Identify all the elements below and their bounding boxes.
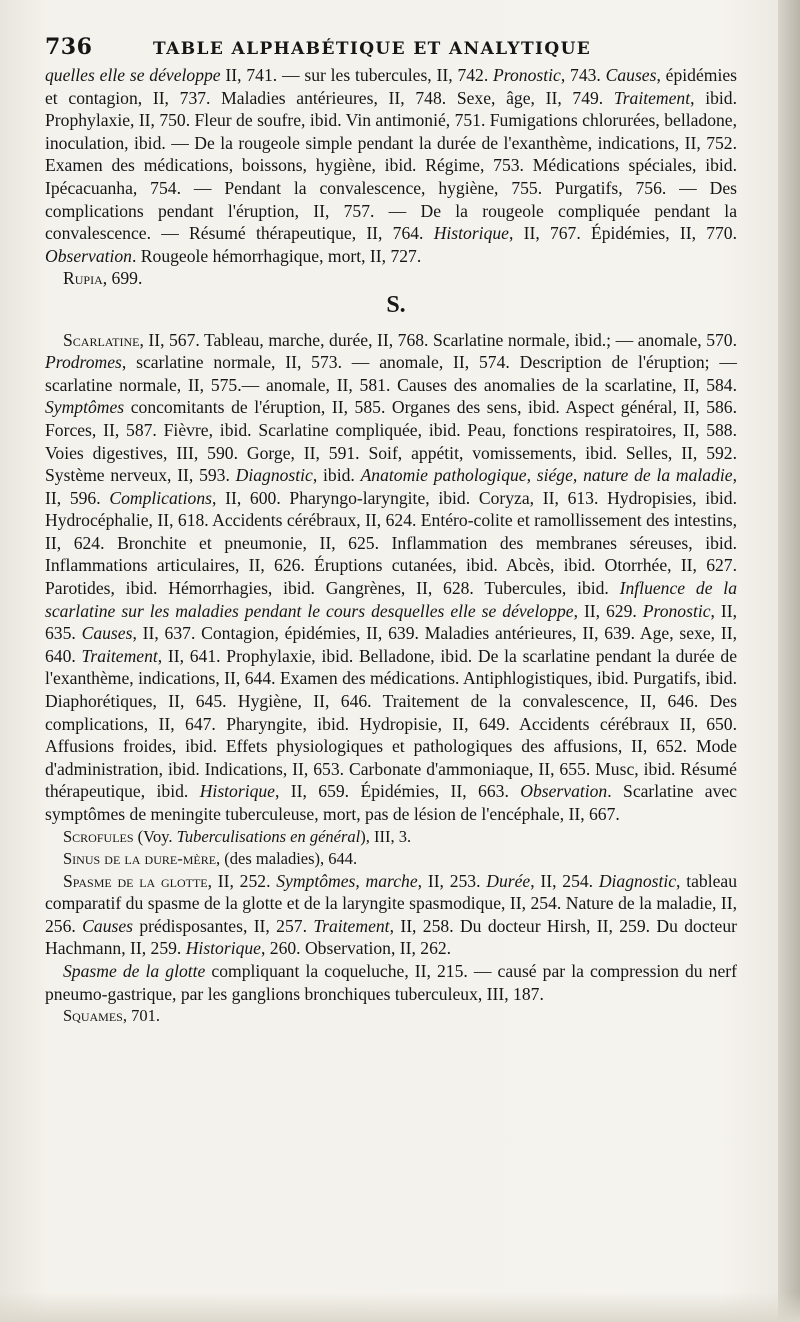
entry-text: , 699. [102,268,143,289]
italic-subheading: Traitement [313,915,390,936]
entry-text: prédisposantes, II, 257. [133,915,314,936]
italic-subheading: Traitement [81,645,158,666]
entry-text: . Scarlatine avec symptômes de meningite tuberculeuse, mort, pas de lésion de l'encéphale, II, 667. [45,781,737,824]
entry-text: , II, 567. Tableau, marche, durée, II, 768. Scarlatine normale, ibid.; — anomale, 570. [139,329,737,350]
entry-text: , ibid. Prophylaxie, II, 750. Fleur de soufre, ibid. Vin antimonié, 751. Fumigations chlorurées, belladone, inoculation, ibid. — De la rougeole simple pendant la durée de l'exanthème, indications, II, 752. Examen des médications, boissons, hygiène, ibid. Régime, 753. Médications spéciales, ibid. Ipécacuanha, 754. — Pendant la convalescence, hygiène, 755. Purgatifs, 756. — Des complications pendant l'éruption, II, 757. — De la rougeole compliquée pendant la convalescence. — Résumé thérapeutique, II, 764. [45,87,737,244]
italic-subheading: Influence de la scarlatine sur les maladies pendant le cours desquelles elle se développe [45,578,737,621]
page-number: 736 [45,34,93,60]
entry-text: , II, 253. [417,870,487,891]
entry-text: , II, 600. Pharyngo-laryngite, ibid. Coryza, II, 613. Hydropisies, ibid. Hydrocéphalie, II, 618. Accidents cérébraux, II, 624. Entéro-colite et ramollissement des intestins, II, 624. Bronchite et pneumonie, II, 625. Inflammation des membranes séreuses, ibid. Inflammations articulaires, II, 626. Éruptions cutanées, ibid. Abcès, ibid. Otorrhée, II, 627. Parotides, ibid. Hémorrhagies, ibid. Gangrènes, II, 628. Tubercules, ibid. [45,487,738,599]
italic-subheading: Symptômes, marche [276,870,418,891]
rougeole-continuation [45,64,737,267]
italic-subheading: Causes [82,915,133,936]
italic-subheading: Historique [185,938,261,959]
page-edge-shadow [778,0,800,1322]
entry-text: , II, 258. Du docteur Hirsh, II, 259. Du docteur Hachmann, II, 259. [45,915,738,959]
entry-text: , (des maladies), 644. [216,848,358,868]
italic-subheading: Pronostic [493,65,561,85]
entry-text: compliquant la coqueluche, II, 215. — causé par la compression du nerf pneumo-gastrique, par les ganglions bronchiques tuberculeux, III, 187. [45,960,737,1004]
italic-subheading: Spasme de la glotte [63,960,206,981]
entry-text: , 743. [560,65,606,85]
entry-text: , ibid. [312,465,361,486]
italic-subheading: Traitement [613,87,691,108]
italic-subheading: Causes [81,623,133,644]
running-head [45,34,730,60]
scarlatine-entry [45,329,737,826]
entry-text: , II, 659. Épidémies, II, 663. [274,781,521,802]
entry-heading: Scrofules [63,826,134,846]
squames-entry [45,1005,737,1027]
running-title: TABLE ALPHABÉTIQUE ET ANALYTIQUE [153,39,592,59]
entry-heading: Sinus de la dure-mère [63,848,217,868]
entry-text: II, 741. — sur les tubercules, II, 742. [220,65,494,85]
scrofules-entry [45,826,737,848]
index-body [45,64,737,1027]
italic-subheading: Pronostic [642,600,711,621]
entry-text: , épidémies et contagion, II, 737. Maladies antérieures, II, 748. Sexe, âge, II, 749. [45,65,738,108]
italic-subheading: Historique [199,781,275,802]
italic-subheading: Diagnostic [598,870,677,891]
italic-subheading: Prodromes [45,352,122,373]
index-entries-s [45,329,737,1028]
italic-subheading: Observation [520,781,608,802]
entry-heading: Scarlatine [63,329,140,350]
entry-text: concomitants de l'éruption, II, 585. Organes des sens, ibid. Aspect général, II, 586. Forces, II, 587. Fièvre, ibid. Scarlatine compliquée, ibid. Peau, fonctions respiratoires, II, 588. Voies digestives, III, 590. Gorge, II, 591. Soif, appétit, vomissements, ibid. Selles, II, 592. Système nerveux, II, 593. [45,397,737,486]
italic-subheading: quelles elle se développe [45,65,221,85]
section-letter-s: S. [386,291,406,318]
page-bottom-shadow [0,1292,800,1322]
entry-text: , 260. Observation, II, 262. [260,938,452,959]
entry-text: , tableau comparatif du spasme de la glotte et de la laryngite spasmodique, II, 254. Nature de la maladie, II, 256. [45,870,738,936]
entry-text: , II, 637. Contagion, épidémies, II, 639. Maladies antérieures, II, 639. Age, sexe, II, 640. [45,623,737,666]
entry-text: , II, 635. [45,600,737,644]
entry-text: . Rougeole hémorrhagique, mort, II, 727. [131,245,422,266]
italic-subheading: Causes [605,65,657,85]
spasme-glotte-entry [45,870,737,960]
italic-subheading: Tuberculisations en général [176,826,361,846]
spasme-coqueluche-entry [45,960,737,1005]
entry-text: ), III, 3. [360,826,412,846]
italic-subheading: Durée [486,870,531,891]
sinus-entry [45,848,737,870]
entry-text: (Voy. [133,826,177,846]
italic-subheading: Observation [45,245,132,266]
entry-text: , 701. [122,1006,160,1026]
entry-text: , II, 767. Épidémies, II, 770. [508,223,737,244]
italic-subheading: Anatomie pathologique, siége, nature de la maladie [360,465,733,486]
entry-text: , scarlatine normale, II, 573. — anomale, II, 574. Description de l'éruption; — scarlatine normale, II, 575.— anomale, II, 581. Causes des anomalies de la scarlatine, II, 584. [45,352,737,395]
italic-subheading: Complications [109,487,212,508]
entry-text: , II, 641. Prophylaxie, ibid. Belladone, ibid. De la scarlatine pendant la durée de l'exanthème, indications, II, 644. Examen des médications. Antiphlogistiques, ibid. Purgatifs, ibid. Diaphorétiques, II, 645. Hygiène, II, 646. Traitement de la convalescence, II, 646. Des complications, II, 647. Pharyngite, ibid. Hydropisie, II, 649. Accidents cérébraux II, 650. Affusions froides, ibid. Effets physiologiques et pathologiques des affusions, II, 652. Mode d'administration, ibid. Indications, II, 653. Carbonate d'ammoniaque, II, 655. Musc, ibid. Résumé thérapeutique, ibid. [45,645,737,802]
entry-text: , II, 254. [530,870,599,891]
entry-text: , II, 596. [45,465,738,508]
italic-subheading: Diagnostic [235,465,313,486]
index-entries-r [45,64,737,290]
italic-subheading: Symptômes [45,397,125,418]
entry-text: , II, 629. [573,600,643,621]
entry-heading: Squames [63,1006,123,1026]
rupia-entry [45,267,737,290]
entry-heading: Spasme de la glotte [63,870,208,891]
entry-heading: Rupia [63,268,103,289]
italic-subheading: Historique [433,223,509,244]
entry-text: , II, 252. [207,870,277,891]
